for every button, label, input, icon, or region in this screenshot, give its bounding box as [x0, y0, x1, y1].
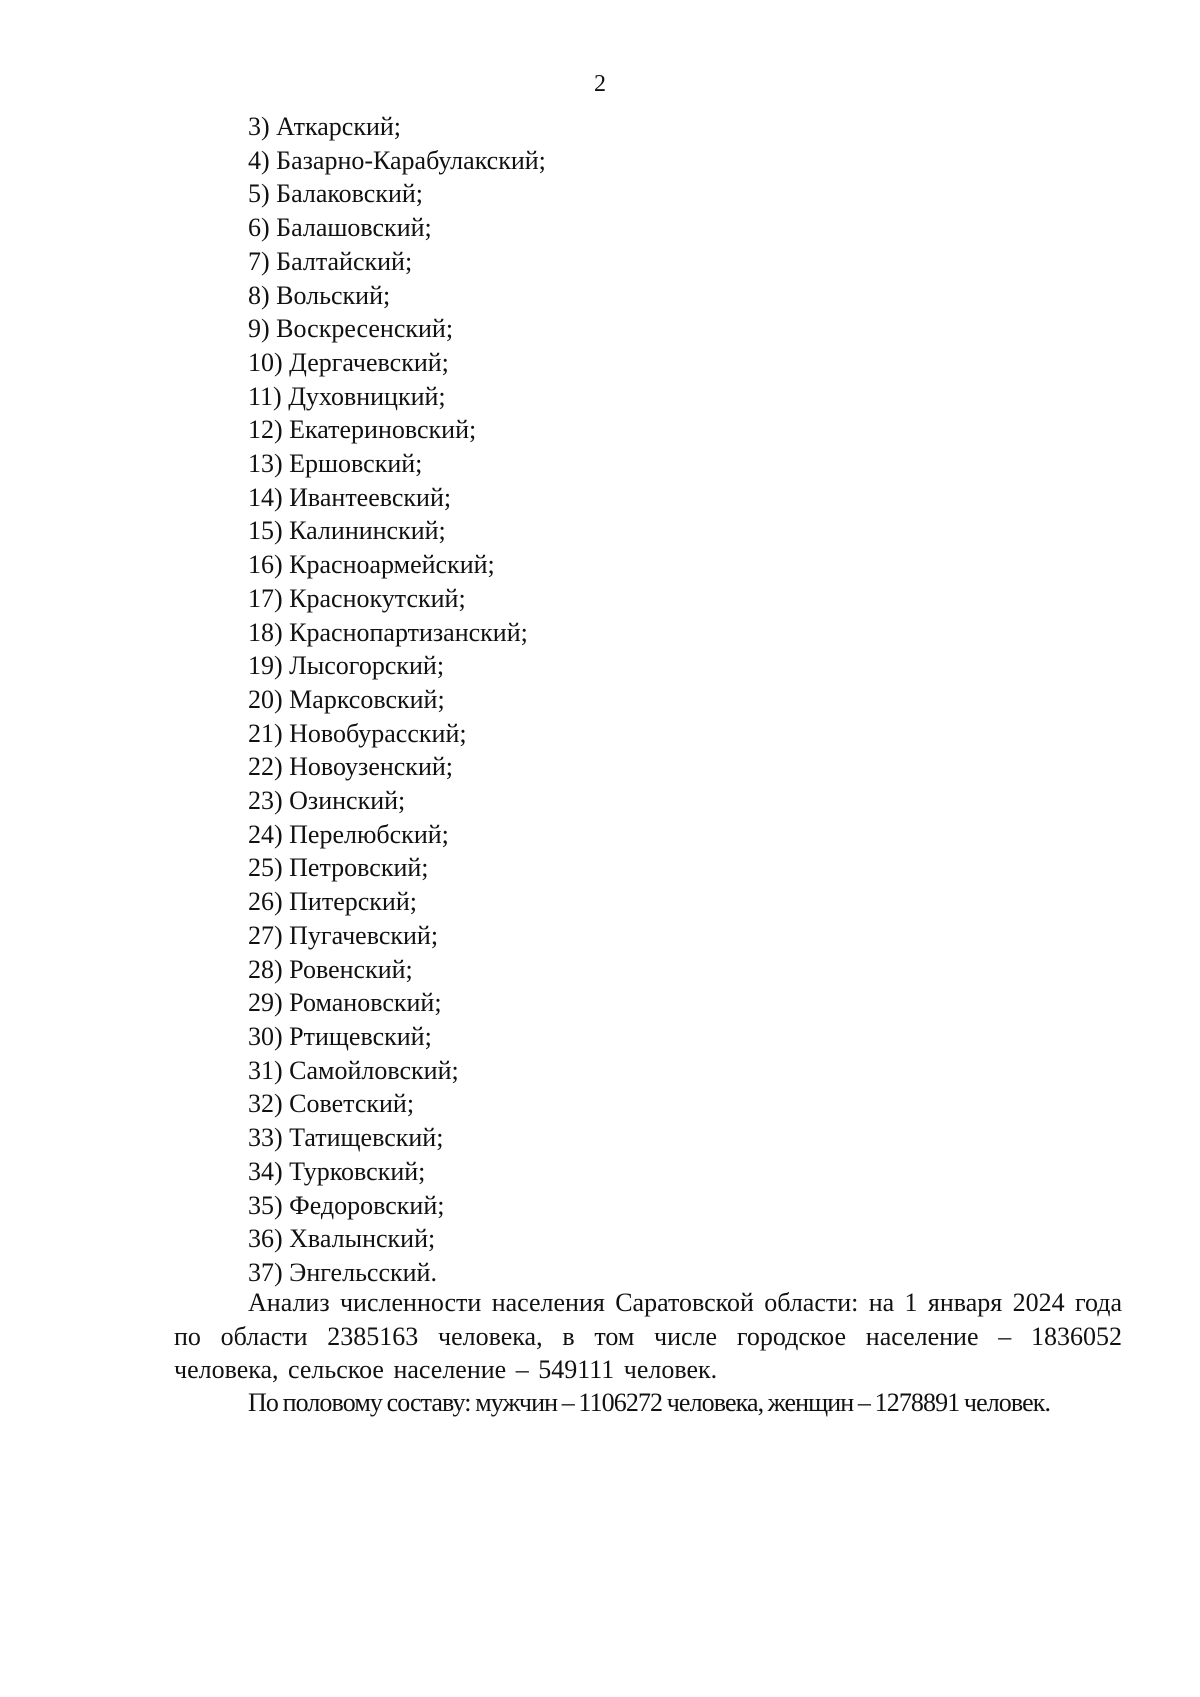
district-list-item: 4) Базарно-Карабулакский;: [248, 145, 546, 175]
district-list-item: 27) Пугачевский;: [248, 920, 439, 950]
page-number: 2: [594, 71, 606, 97]
district-list-item: 21) Новобурасский;: [248, 718, 467, 748]
district-list-item: 26) Питерский;: [248, 887, 417, 917]
district-list-item: 16) Красноармейский;: [248, 550, 495, 580]
district-list-item: 24) Перелюбский;: [248, 819, 449, 849]
district-list-item: 32) Советский;: [248, 1089, 415, 1119]
gender-composition-paragraph: По половому составу: мужчин – 1106272 человека, женщин – 1278891 человек.: [248, 1388, 1051, 1417]
district-list-item: 25) Петровский;: [248, 853, 429, 883]
district-list-item: 30) Ртищевский;: [248, 1021, 432, 1051]
district-list-item: 6) Балашовский;: [248, 213, 432, 243]
district-list-item: 33) Татищевский;: [248, 1123, 444, 1153]
district-list-item: 15) Калининский;: [248, 516, 446, 546]
district-list-item: 17) Краснокутский;: [248, 583, 466, 613]
district-list: [248, 110, 546, 1290]
district-list-item: 18) Краснопартизанский;: [248, 617, 528, 647]
district-list-item: 19) Лысогорский;: [248, 651, 445, 681]
district-list-item: 3) Аткарский;: [248, 112, 402, 141]
district-list-item: 20) Марксовский;: [248, 684, 445, 714]
district-list-item: 28) Ровенский;: [248, 954, 413, 984]
district-list-item: 35) Федоровский;: [248, 1190, 445, 1220]
district-list-item: 37) Энгельсский.: [248, 1257, 437, 1287]
district-list-item: 8) Вольский;: [248, 280, 391, 310]
population-analysis-paragraph: Анализ численности населения Саратовской области: на 1 января 2024 года по области 2385163 человека, в том числе городское население – 1836052 человека, сельское население – 549111 человек.: [174, 1288, 1122, 1384]
district-list-item: 29) Романовский;: [248, 988, 442, 1018]
district-list-item: 36) Хвалынский;: [248, 1224, 436, 1254]
district-list-item: 12) Екатериновский;: [248, 415, 477, 445]
district-list-item: 14) Ивантеевский;: [248, 482, 452, 512]
district-list-item: 11) Духовницкий;: [248, 381, 446, 411]
district-list-item: 22) Новоузенский;: [248, 752, 453, 782]
district-list-item: 7) Балтайский;: [248, 246, 413, 276]
district-list-item: 23) Озинский;: [248, 786, 406, 816]
district-list-item: 10) Дергачевский;: [248, 347, 449, 377]
district-list-item: 9) Воскресенский;: [248, 314, 454, 344]
district-list-item: 5) Балаковский;: [248, 179, 424, 209]
district-list-item: 34) Турковский;: [248, 1156, 426, 1186]
district-list-item: 13) Ершовский;: [248, 449, 423, 479]
district-list-item: 31) Самойловский;: [248, 1055, 459, 1085]
